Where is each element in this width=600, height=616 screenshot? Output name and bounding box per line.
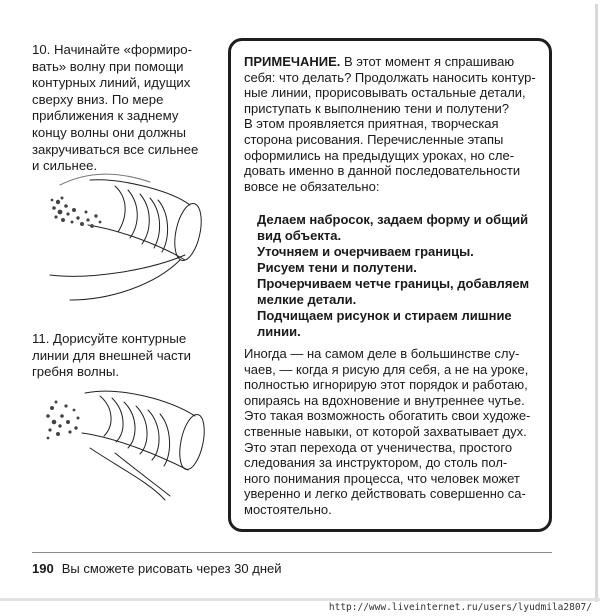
note-line: себя: что делать? Продолжать наносить контур- [244, 69, 536, 85]
note-line: довать именно в данной последовательности [244, 163, 521, 179]
drawing-stage-item: Рисуем тени и полутени. [257, 260, 417, 275]
note-line: Это этап перехода от ученичества, простого [244, 439, 513, 455]
page-edge-shadow-bottom [0, 598, 600, 601]
note-box [228, 38, 552, 532]
step-11-line: 11. Дорисуйте контурные [32, 331, 187, 346]
note-title: ПРИМЕЧАНИЕ. [244, 54, 341, 69]
step-10-line: приближения к заднему [32, 108, 179, 124]
note-line: ственные навыки, от которой захватывает дух. [244, 423, 527, 439]
watermark-url: http://www.liveinternet.ru/users/lyudmila2807/ [328, 602, 592, 613]
note-line: опираясь на вдохновение и внутреннее чутье. [244, 392, 525, 408]
page-number: 190 [32, 561, 54, 576]
note-line: следования за инструктором, до столь пол- [244, 455, 508, 471]
page-edge-shadow [595, 4, 598, 602]
note-line: ного понимания процесса, что человек может [244, 470, 520, 486]
wave-sketch-step-11 [30, 378, 210, 508]
drawing-stages-list [257, 212, 535, 340]
drawing-stage-item: Подчищаем рисунок и стираем лишние линии. [257, 308, 512, 339]
note-line: вовсе не обязательно: [244, 178, 380, 194]
drawing-stage-item: Делаем набросок, задаем форму и общий вид объекта. [257, 212, 529, 243]
step-10-line: 10. Начинайте «формиро- [32, 42, 193, 57]
note-line: полностью игнорирую этот порядок и работаю, [244, 377, 528, 393]
note-conclusion [244, 346, 544, 518]
step-10-line: и сильнее. [32, 158, 98, 174]
step-10-line: закручиваться все сильнее [32, 141, 199, 157]
note-line: Иногда — на самом деле в большинстве слу- [244, 346, 520, 361]
note-line: сторона рисования. Перечисленные этапы [244, 131, 504, 147]
book-title: Вы сможете рисовать через 30 дней [61, 561, 282, 576]
note-line: мостоятельно. [244, 501, 332, 517]
note-line: В этот момент я спрашиваю [340, 54, 515, 69]
page-footer [32, 561, 281, 576]
note-line: чаев, — когда я рисую для себя, а не на уроке, [244, 361, 529, 377]
note-line: уверенно и легко действовать совершенно са- [244, 486, 526, 502]
drawing-stage-item: Уточняем и очерчиваем границы. [257, 244, 474, 259]
wave-sketch-step-10 [30, 150, 210, 315]
step-10-line: вать» волну при помощи [32, 58, 184, 74]
step-10-line: сверху вниз. По мере [32, 91, 164, 107]
drawing-stage-item: Прочерчиваем четче границы, добавляем мелкие детали. [257, 276, 530, 307]
step-10-line: концу волны они должны [32, 124, 187, 140]
step-11-instructions [32, 331, 207, 381]
footer-divider [32, 552, 552, 553]
note-line: приступать к выполнению тени и полутени? [244, 100, 510, 116]
note-line: ные линии, прорисовывать остальные детали, [244, 85, 526, 101]
note-line: оформились на предыдущих уроках, но сле- [244, 147, 515, 163]
step-10-line: контурных линий, идущих [32, 75, 191, 91]
note-line: Это такая возможность обогатить свои художе- [244, 408, 531, 424]
step-11-line: гребня волны. [32, 364, 119, 380]
note-line: В этом проявляется приятная, творческая [244, 116, 499, 132]
step-11-line: линии для внешней части [32, 347, 191, 363]
note-intro [244, 54, 542, 194]
